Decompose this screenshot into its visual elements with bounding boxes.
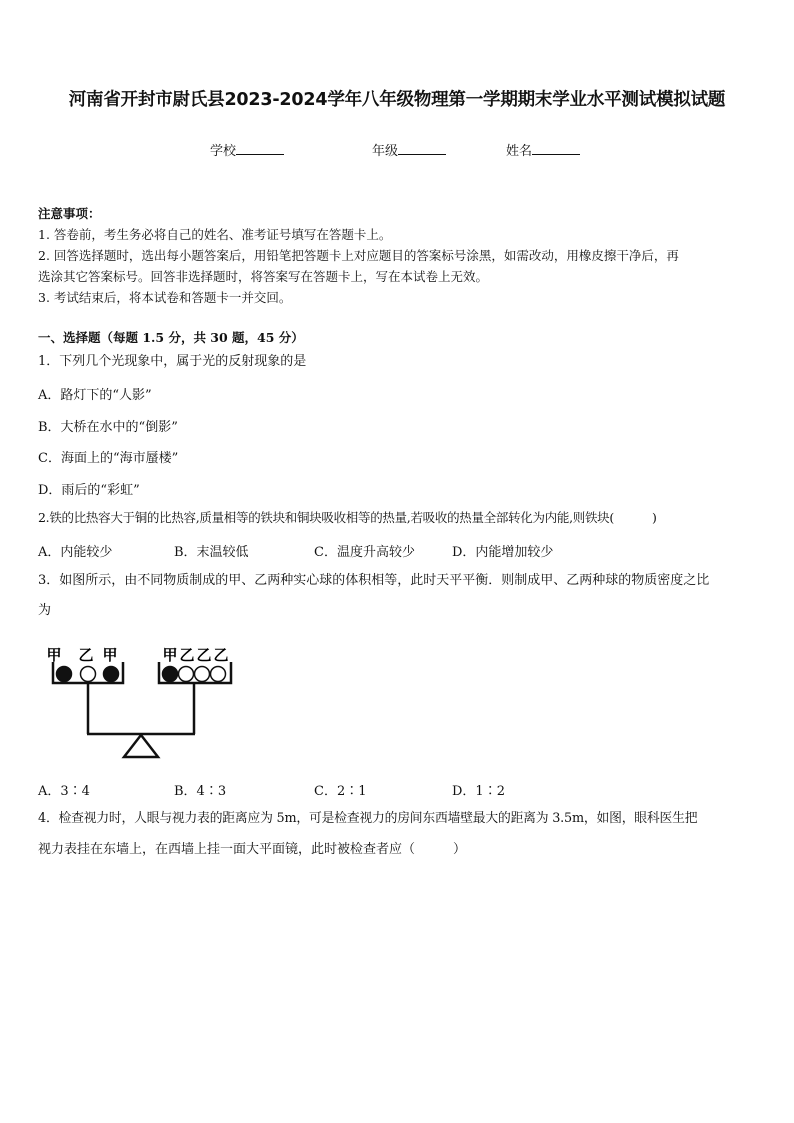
q2-option-a: A．内能较少 [38, 545, 113, 560]
q3-option-a: A．3∶4 [38, 784, 90, 799]
q1-option-a: A．路灯下的“人影” [38, 388, 152, 403]
left-ball-jia-1 [57, 667, 72, 682]
notes-item-2b: 选涂其它答案标号。回答非选择题时，将答案写在答题卡上，写在本试卷上无效。 [38, 269, 489, 284]
right-ball-yi-3 [211, 667, 226, 682]
name-blank [532, 142, 580, 155]
q4-stem-line1: 4．检查视力时，人眼与视力表的距离应为 5m，可是检查视力的房间东西墙壁最大的距离为 3.5m，如图，眼科医生把 [38, 811, 698, 826]
q1-option-b: B．大桥在水中的“倒影” [38, 420, 178, 435]
q1-option-c: C．海面上的“海市蜃楼” [38, 451, 179, 466]
notes-item-1: 1. 答卷前，考生务必将自己的姓名、准考证号填写在答题卡上。 [38, 227, 392, 242]
grade-blank [398, 142, 446, 155]
q4-stem-line2 [38, 835, 760, 865]
notes-item-3: 3. 考试结束后，将本试卷和答题卡一并交回。 [38, 290, 292, 305]
right-label-1: 甲 [162, 646, 178, 664]
q4-paren-close: ） [453, 842, 467, 857]
left-ball-jia-2 [104, 667, 119, 682]
notes-block [38, 203, 760, 308]
grade-field [372, 140, 446, 159]
q2-option-d: D．内能增加较少 [452, 545, 554, 560]
left-label-2: 乙 [78, 646, 94, 664]
q3-option-c: C．2∶1 [314, 784, 367, 799]
section-heading-choice: 一、选择题（每题 1.5 分，共 30 题，45 分） [38, 330, 304, 345]
notes-heading: 注意事项： [38, 206, 101, 221]
right-ball-yi-2 [195, 667, 210, 682]
school-blank [236, 142, 284, 155]
right-label-3: 乙 [196, 646, 212, 664]
school-label: 学校 [210, 144, 237, 159]
left-label-3: 甲 [102, 646, 118, 664]
q1-stem: 1．下列几个光现象中，属于光的反射现象的是 [38, 354, 307, 369]
q1-option-d: D．雨后的“彩虹” [38, 483, 140, 498]
q2-stem-text: 2.铁的比热容大于铜的比热容,质量相等的铁块和铜块吸收相等的热量,若吸收的热量全部转化为内能,则铁块( [38, 510, 614, 525]
q3-stem-line2: 为 [38, 603, 52, 618]
q2-stem [38, 503, 760, 533]
q2-option-b: B．末温较低 [174, 545, 249, 560]
right-ball-yi-1 [179, 667, 194, 682]
balance-figure [40, 638, 240, 763]
right-label-4: 乙 [213, 646, 229, 664]
q2-option-c: C．温度升高较少 [314, 545, 415, 560]
name-field [506, 140, 580, 159]
q3-option-b: B．4∶3 [174, 784, 227, 799]
q2-paren-close: ) [651, 510, 657, 525]
left-label-1: 甲 [46, 646, 62, 664]
q3-stem-line1: 3．如图所示，由不同物质制成的甲、乙两种实心球的体积相等，此时天平平衡．则制成甲、乙两种球的物质密度之比 [38, 573, 710, 588]
fulcrum [124, 735, 158, 757]
right-ball-jia-1 [163, 667, 178, 682]
notes-item-2a: 2. 回答选择题时，选出每小题答案后，用铅笔把答题卡上对应题目的答案标号涂黑，如需改动，用橡皮擦干净后，再 [38, 248, 679, 263]
grade-label: 年级 [372, 144, 399, 159]
page-title: 河南省开封市尉氏县2023-2024学年八年级物理第一学期期末学业水平测试模拟试题 [68, 90, 726, 110]
right-label-2: 乙 [179, 646, 195, 664]
school-field [210, 140, 284, 159]
q4-stem-text: 视力表挂在东墙上，在西墙上挂一面大平面镜，此时被检查者应（ [38, 842, 416, 857]
left-ball-yi-1 [81, 667, 96, 682]
q3-option-d: D．1∶2 [452, 784, 505, 799]
name-label: 姓名 [506, 144, 533, 159]
